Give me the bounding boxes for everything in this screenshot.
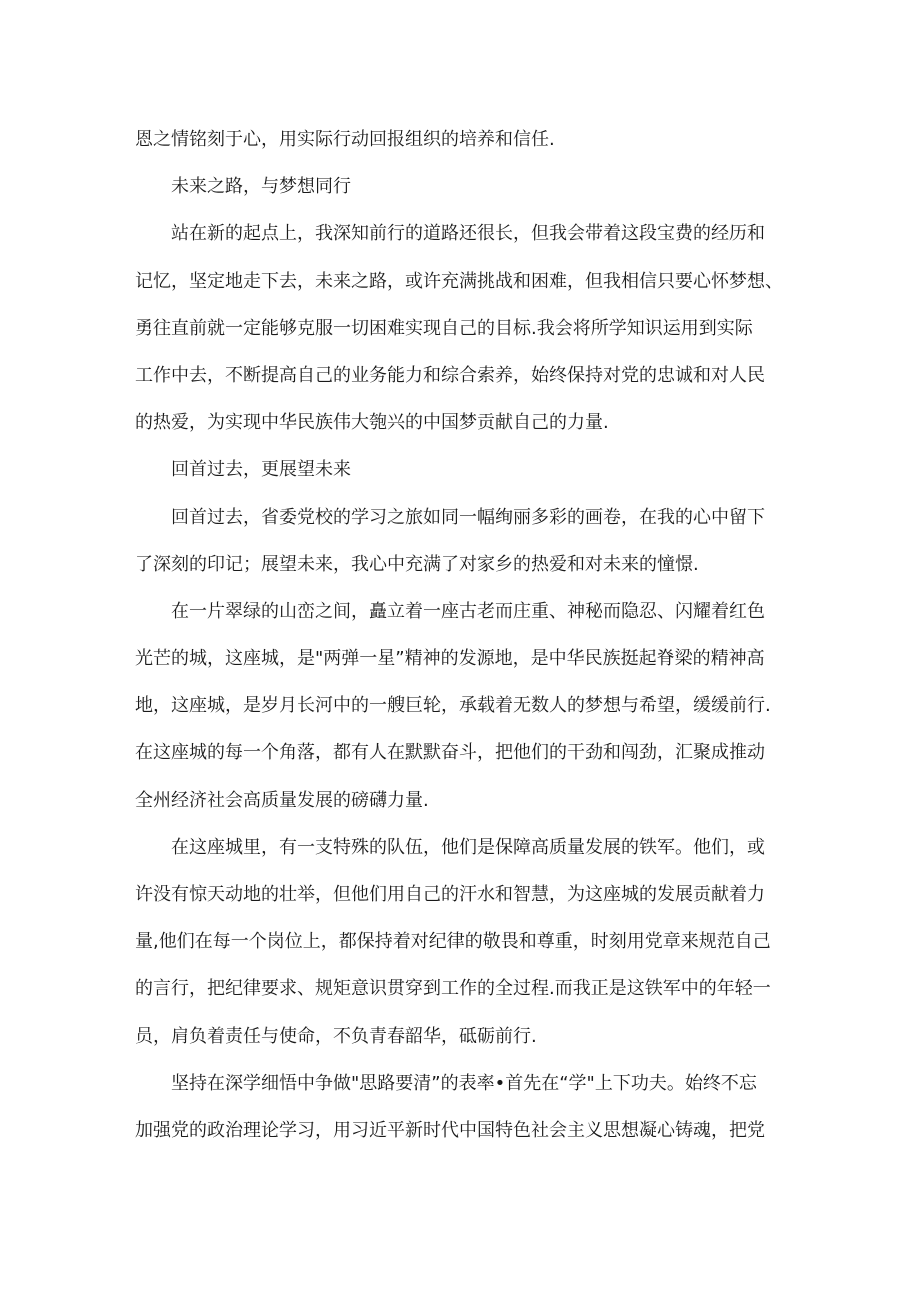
text-line: 勇往直前就一定能够克服一切困难实现自己的目标.我会将所学知识运用到实际 xyxy=(135,317,753,339)
text-line: 员，肩负着责任与使命，不负青春韶华，砥砺前行. xyxy=(135,1025,537,1047)
text-line: 记忆，坚定地走下去，未来之路，或许充满挑战和困难，但我相信只要心怀梦想、 xyxy=(135,270,783,292)
text-line: 的言行，把纪律要求、规矩意识贯穿到工作的全过程.而我正是这铁军中的年轻一 xyxy=(135,978,771,1000)
text-line: 在这座城的每一个角落，都有人在默默奋斗，把他们的干劲和闯劲，汇聚成推动 xyxy=(135,742,765,764)
text-line: 在这座城里，有一支特殊的队伍，他们是保障高质量发展的铁军。他们，或 xyxy=(171,836,765,858)
document-body xyxy=(135,116,790,1154)
text-line: 站在新的起点上，我深知前行的道路还很长，但我会带着这段宝费的经历和 xyxy=(171,223,765,245)
text-line: 工作中去，不断提高自己的业务能力和综合索养，始终保持对党的忠诚和对人民 xyxy=(135,364,765,386)
text-line: 在一片翠绿的山峦之间，矗立着一座古老而庄重、神秘而隐忍、闪耀着红色 xyxy=(171,600,765,622)
text-line: 回首过去，更展望未来 xyxy=(171,459,351,481)
text-line: 坚持在深学细悟中争做"思路要清”的表率•首先在“学"上下功夫。始终不忘 xyxy=(171,1072,757,1094)
text-line: 地，这座城，是岁月长河中的一艘巨轮，承载着无数人的梦想与希望，缓缓前行. xyxy=(135,695,771,717)
text-line: 的热爱，为实现中华民族伟大匏兴的中国梦贡献自己的力量. xyxy=(135,412,609,434)
text-line: 未来之路，与梦想同行 xyxy=(171,176,351,198)
text-line: 光芒的城，这座城，是"两弹一星”精神的发源地，是中华民族挺起脊梁的精神高 xyxy=(135,648,765,670)
text-line: 了深刻的印记；展望未来，我心中充满了对家乡的热爱和对未来的憧憬. xyxy=(135,553,699,575)
text-line: 全州经济社会高质量发展的磅礴力量. xyxy=(135,789,429,811)
text-line: 加强党的政治理论学习，用习近平新时代中国特色社会主义思想凝心铸魂，把党 xyxy=(135,1119,765,1141)
text-line: 回首过去，省委党校的学习之旅如同一幅绚丽多彩的画卷，在我的心中留下 xyxy=(171,506,765,528)
text-line: 恩之情铭刻于心，用实际行动回报组织的培养和信任. xyxy=(135,129,555,150)
text-line: 许没有惊天动地的壮举，但他们用自己的汗水和智慧，为这座城的发展贡献着力 xyxy=(135,884,765,905)
text-line: 量,他们在每一个岗位上，都保持着对纪律的敬畏和尊重，时刻用党章来规范自己 xyxy=(135,931,771,953)
